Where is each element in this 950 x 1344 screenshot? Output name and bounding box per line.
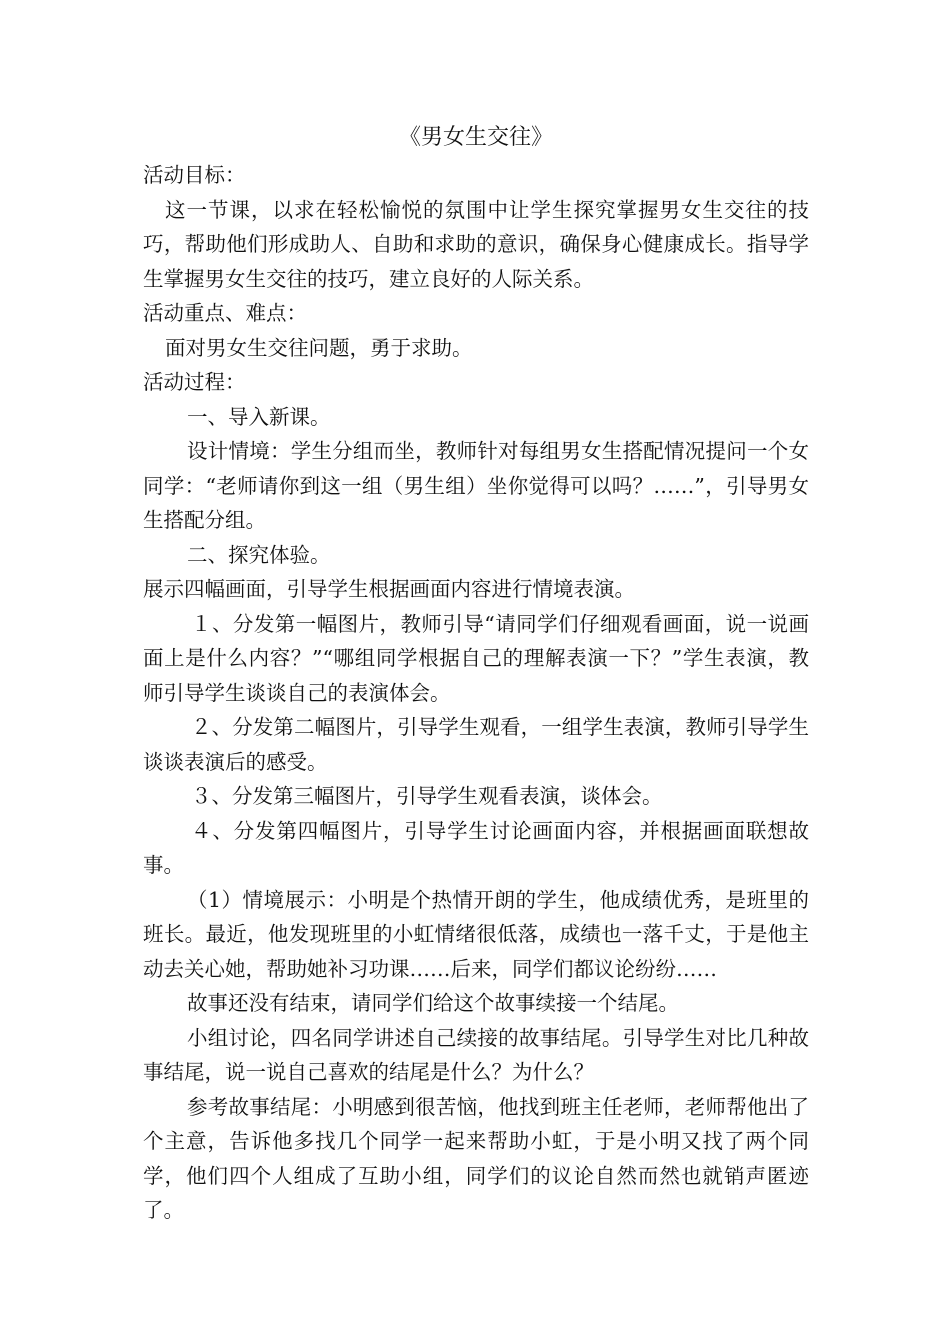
list-item: ２、分发第二幅图片，引导学生观看，一组学生表演，教师引导学生谈谈表演后的感受。 bbox=[143, 715, 809, 774]
step2-heading: 二、探究体验。 bbox=[187, 542, 331, 567]
step1-heading: 一、导入新课。 bbox=[187, 404, 331, 429]
step2-intro: 展示四幅画面，引导学生根据画面内容进行情境表演。 bbox=[143, 577, 635, 601]
process-heading: 活动过程： bbox=[143, 370, 246, 394]
scene-text: （1）情境展示：小明是个热情开朗的学生，他成绩优秀，是班里的班长。最近，他发现班里的小虹情绪很低落，成绩也一落千丈，于是他主动去关心她，帮助她补习功课……后来，同学们都议论纷纷…… bbox=[143, 887, 809, 981]
reference-ending-text: 参考故事结尾：小明感到很苦恼，他找到班主任老师，老师帮他出了个主意，告诉他多找几个同学一起来帮助小虹，于是小明又找了两个同学，他们四个人组成了互助小组，同学们的议论自然而然也就销声匿迹了。 bbox=[143, 1094, 809, 1222]
list-item: ３、分发第三幅图片，引导学生观看表演，谈体会。 bbox=[191, 784, 663, 808]
goal-heading: 活动目标： bbox=[143, 163, 246, 187]
list-item: ４、分发第四幅图片，引导学生讨论画面内容，并根据画面联想故事。 bbox=[143, 818, 809, 877]
focus-heading: 活动重点、难点： bbox=[143, 301, 307, 325]
document-title: 《男女生交往》 bbox=[398, 125, 553, 150]
step1-text: 设计情境：学生分组而坐，教师针对每组男女生搭配情况提问一个女同学：“老师请你到这一组（男生组）坐你觉得可以吗？……”，引导男女生搭配分组。 bbox=[143, 439, 809, 532]
focus-text: 面对男女生交往问题，勇于求助。 bbox=[165, 335, 473, 360]
group-discussion-text: 小组讨论，四名同学讲述自己续接的故事结尾。引导学生对比几种故事结尾，说一说自己喜欢的结尾是什么？为什么？ bbox=[143, 1025, 809, 1084]
list-item: １、分发第一幅图片，教师引导“请同学们仔细观看画面，说一说画面上是什么内容？”“哪组同学根据自己的理解表演一下？”学生表演，教师引导学生谈谈自己的表演体会。 bbox=[143, 611, 809, 705]
story-unfinished-text: 故事还没有结束，请同学们给这个故事续接一个结尾。 bbox=[187, 991, 679, 1015]
goal-text: 这一节课，以求在轻松愉悦的氛围中让学生探究掌握男女生交往的技巧，帮助他们形成助人、自助和求助的意识，确保身心健康成长。指导学生掌握男女生交往的技巧，建立良好的人际关系。 bbox=[143, 197, 809, 291]
document-page bbox=[143, 120, 809, 1228]
